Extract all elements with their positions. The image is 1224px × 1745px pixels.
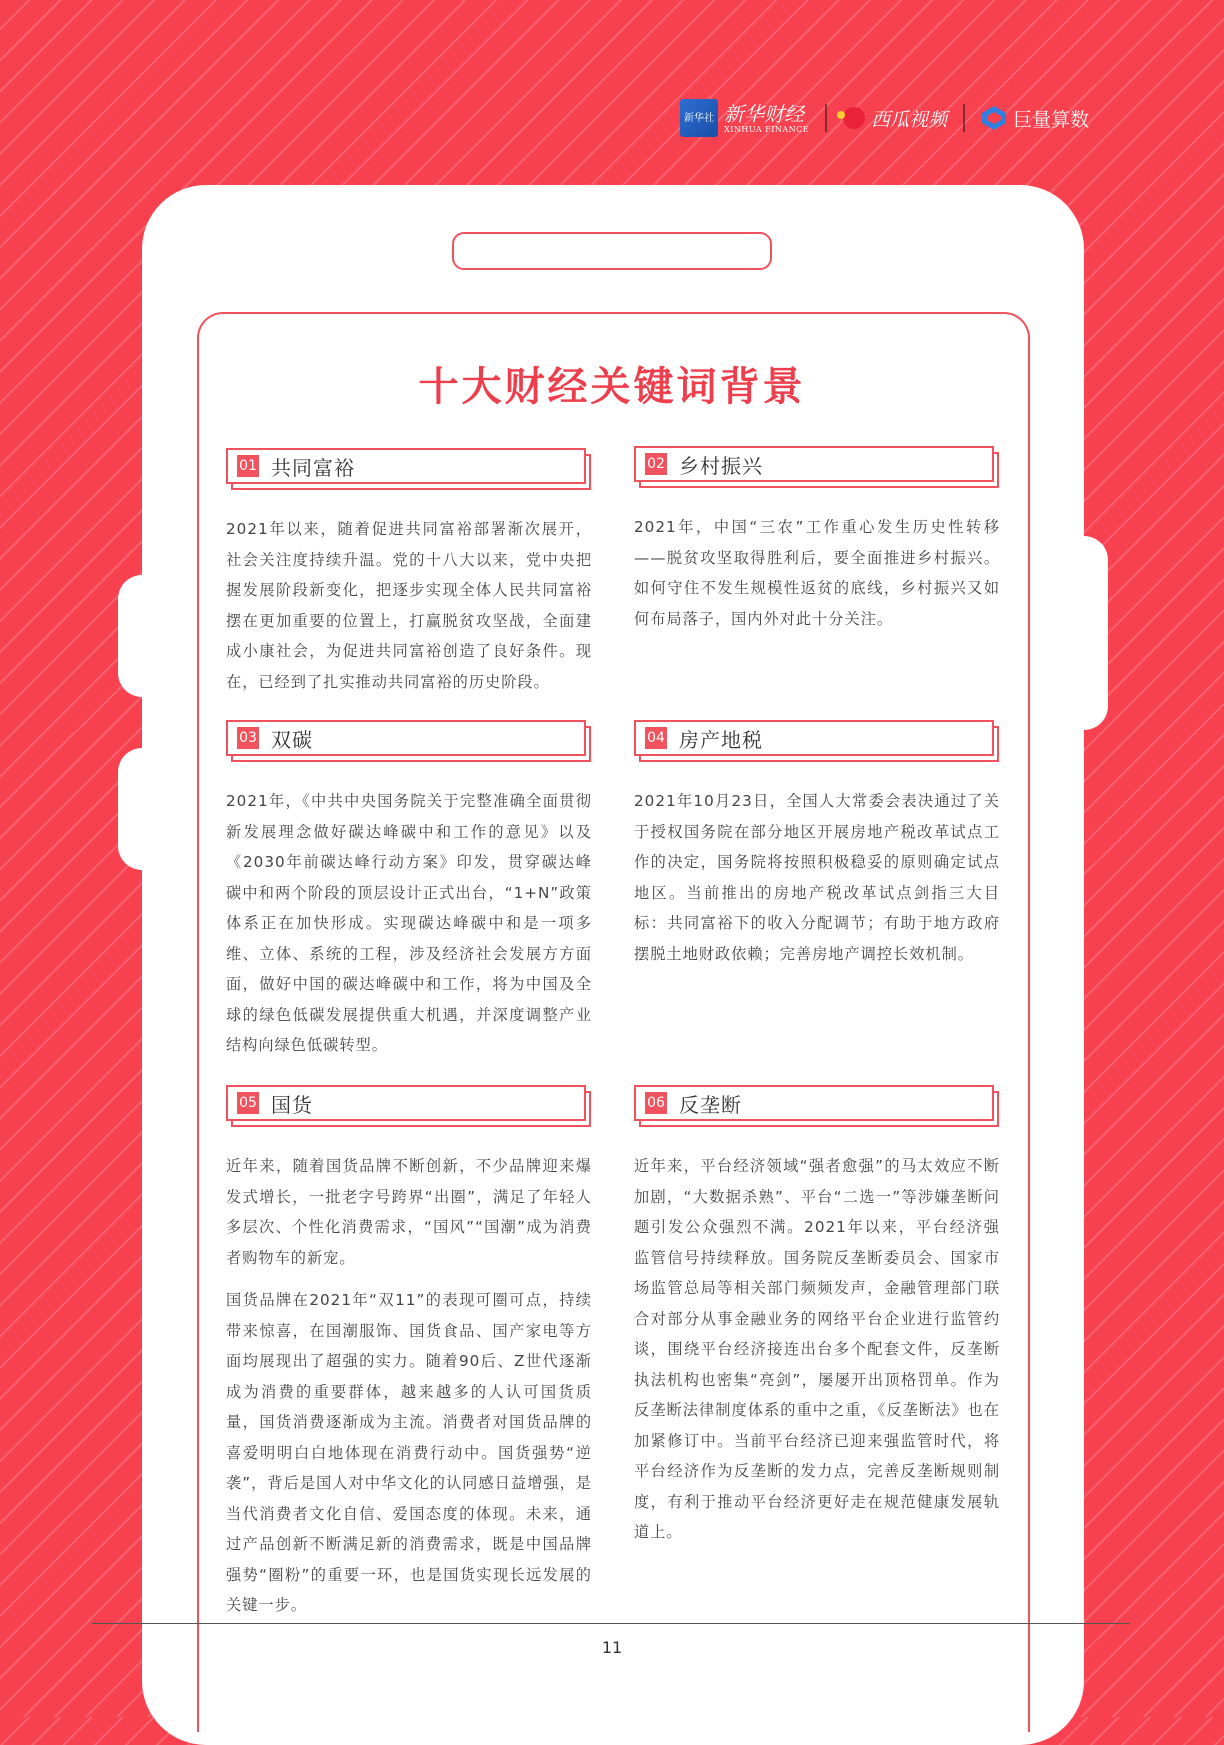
section-title: 反垄断 [679,1092,742,1117]
section-heading [226,720,592,760]
partner-logos [680,96,1089,140]
section-heading [226,448,592,488]
page-title: 十大财经关键词背景 [418,364,806,410]
juliang-logo-icon [981,105,1007,131]
paragraph: 2021年以来，随着促进共同富裕部署渐次展开，社会关注度持续升温。党的十八大以来，党中央把握发展阶段新变化，把逐步实现全体人民共同富裕摆在更加重要的位置上，打赢脱贫攻坚战，全面建成小康社会，为促进共同富裕创造了良好条件。现在，已经到了扎实推动共同富裕的历史阶段。 [226,520,592,691]
section-body [634,1151,1000,1548]
section-number: 04 [645,727,667,749]
section-domestic-brands [226,1085,592,1633]
section-title: 共同富裕 [271,455,355,480]
xinhua-finance-name: 新华财经 [724,101,804,126]
section-number: 01 [237,455,259,477]
footer-rule [92,1623,1130,1624]
logo-divider [825,104,827,132]
section-body [634,512,1000,634]
section-body [226,514,592,697]
xigua-logo-text: 西瓜视频 [871,108,948,131]
xinhua-finance-en: XINHUA FINANCE [724,124,810,134]
section-number: 05 [237,1092,259,1114]
section-antitrust [634,1085,1000,1560]
paragraph: 近年来，随着国货品牌不断创新，不少品牌迎来爆发式增长，一批老字号跨界“出圈”，满足了年轻人多层次、个性化消费需求，“国风”“国潮”成为消费者购物车的新宠。 [226,1157,592,1267]
section-title: 双碳 [271,727,313,752]
section-heading [634,446,1000,486]
xinhua-logo-text: 新华社 [684,112,714,124]
section-dual-carbon [226,720,592,1073]
section-number: 02 [645,453,667,475]
juliang-logo-text: 巨量算数 [1013,108,1090,131]
section-title: 房产地税 [679,727,763,752]
section-body [226,786,592,1061]
section-heading [634,1085,1000,1125]
section-rural-revitalization [634,446,1000,646]
paragraph: 2021年，中国“三农”工作重心发生历史性转移——脱贫攻坚取得胜利后，要全面推进乡村振兴。如何守住不发生规模性返贫的底线，乡村振兴又如何布局落子，国内外对此十分关注。 [634,518,1000,628]
section-title: 乡村振兴 [679,453,763,478]
section-number: 06 [645,1092,667,1114]
paragraph: 近年来，平台经济领域“强者愈强”的马太效应不断加剧，“大数据杀熟”、平台“二选一”等涉嫌垄断问题引发公众强烈不满。2021年以来，平台经济强监管信号持续释放。国务院反垄断委员会、国家市场监管总局等相关部门频频发声，金融管理部门联合对部分从事金融业务的网络平台企业进行监管约谈，围绕平台经济接连出台多个配套文件，反垄断执法机构也密集“亮剑”，屡屡开出顶格罚单。作为反垄断法律制度体系的重中之重，《反垄断法》也在加紧修订中。当前平台经济已迎来强监管时代，将平台经济作为反垄断的发力点，完善反垄断规则制度，有利于推动平台经济更好走在规范健康发展轨道上。 [634,1157,1000,1541]
section-number: 03 [237,727,259,749]
section-heading [226,1085,592,1125]
page-number: 11 [601,1638,623,1657]
section-body [226,1151,592,1621]
xinhua-logo-icon [680,99,718,137]
section-common-prosperity [226,448,592,709]
paragraph: 2021年10月23日，全国人大常委会表决通过了关于授权国务院在部分地区开展房地产税改革试点工作的决定，国务院将按照积极稳妥的原则确定试点地区。当前推出的房地产税改革试点剑指三大目标：共同富裕下的收入分配调节；有助于地方政府摆脱土地财政依赖；完善房地产调控长效机制。 [634,792,1000,963]
paragraph: 2021年，《中共中央国务院关于完整准确全面贯彻新发展理念做好碳达峰碳中和工作的意见》以及《2030年前碳达峰行动方案》印发，贯穿碳达峰碳中和两个阶段的顶层设计正式出台，“1+N”政策体系正在加快形成。实现碳达峰碳中和是一项多维、立体、系统的工程，涉及经济社会发展方方面面，做好中国的碳达峰碳中和工作，将为中国及全球的绿色低碳发展提供重大机遇，并深度调整产业结构向绿色低碳转型。 [226,792,592,1054]
section-title: 国货 [271,1092,313,1117]
section-property-tax [634,720,1000,981]
section-body [634,786,1000,969]
section-heading [634,720,1000,760]
xigua-logo-icon [843,107,865,129]
phone-speaker [452,232,772,270]
logo-divider [963,104,965,132]
xinhua-finance-logo [724,103,809,134]
paragraph: 国货品牌在2021年“双11”的表现可圈可点，持续带来惊喜，在国潮服饰、国货食品、国产家电等方面均展现出了超强的实力。随着90后、Z世代逐渐成为消费的重要群体，越来越多的人认可国货质量，国货消费逐渐成为主流。消费者对国货品牌的喜爱明明白白地体现在消费行动中。国货强势“逆袭”，背后是国人对中华文化的认同感日益增强，是当代消费者文化自信、爱国态度的体现。未来，通过产品创新不断满足新的消费需求，既是中国品牌强势“圈粉”的重要一环，也是国货实现长远发展的关键一步。 [226,1291,592,1614]
